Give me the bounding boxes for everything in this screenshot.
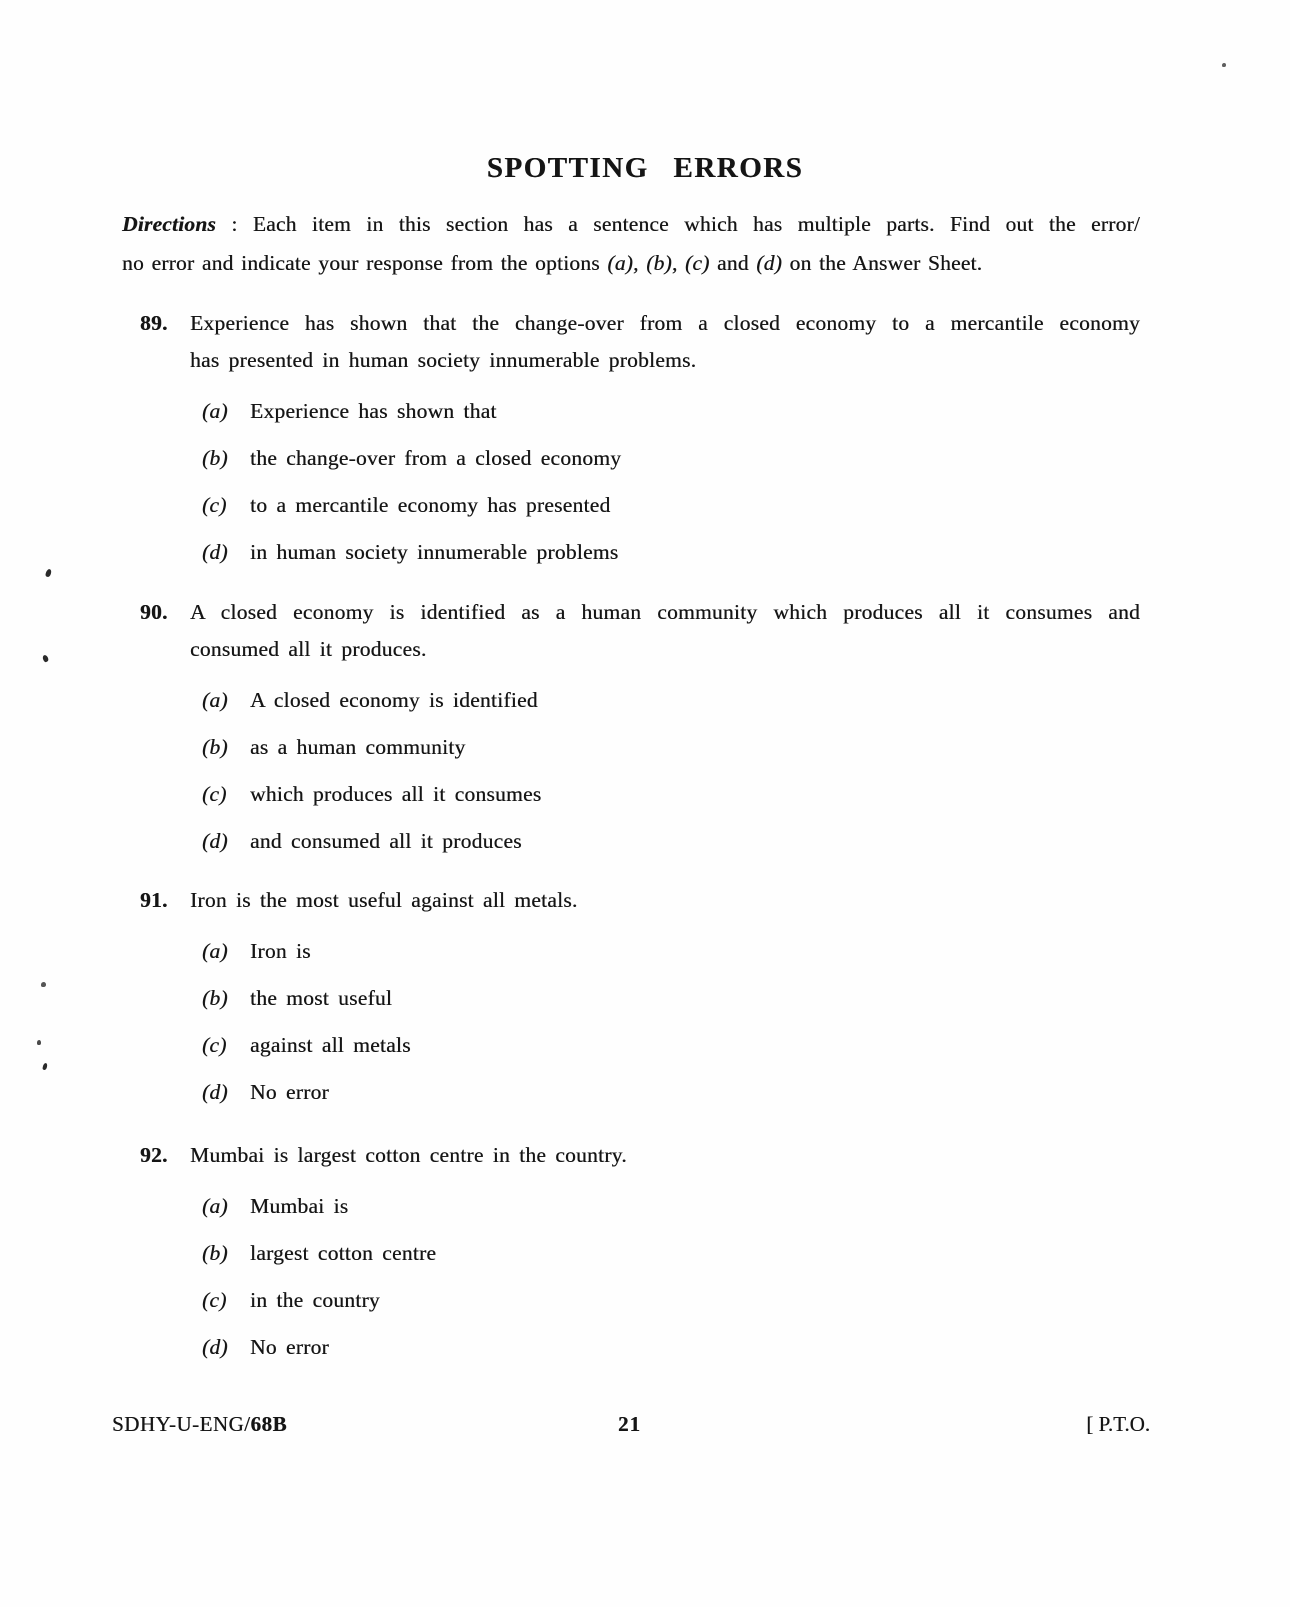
question-90 bbox=[140, 594, 1140, 855]
pto-marker: [ P.T.O. bbox=[1086, 1412, 1150, 1436]
option-text: Iron is bbox=[250, 939, 311, 963]
option-label: (c) bbox=[202, 1288, 227, 1312]
option-b bbox=[202, 444, 1140, 472]
option-ref-d: (d) bbox=[756, 251, 782, 275]
options-list bbox=[202, 668, 1140, 855]
directions-text-2: no error and indicate your response from the options bbox=[122, 251, 608, 275]
question-89 bbox=[140, 305, 1140, 566]
stem-line: Experience has shown that the change-over from a closed economy to a mercantile economy bbox=[190, 311, 1140, 335]
question-head bbox=[140, 1137, 1140, 1174]
question-number: 90. bbox=[140, 600, 168, 624]
option-label: (a) bbox=[202, 688, 228, 712]
page-number: 21 bbox=[618, 1412, 641, 1436]
option-label: (d) bbox=[202, 1335, 228, 1359]
option-a bbox=[202, 397, 1140, 425]
option-label: (a) bbox=[202, 939, 228, 963]
booklet-code-prefix: SDHY-U-ENG/ bbox=[112, 1412, 251, 1436]
question-head bbox=[140, 594, 1140, 668]
option-label: (b) bbox=[202, 1241, 228, 1265]
question-92 bbox=[140, 1137, 1140, 1361]
scan-speckle bbox=[45, 568, 52, 577]
directions-and: and bbox=[709, 251, 757, 275]
option-d bbox=[202, 1078, 1140, 1106]
stem-line: A closed economy is identified as a human community which produces all it consumes and bbox=[190, 600, 1140, 624]
option-text: A closed economy is identified bbox=[250, 688, 538, 712]
option-text: largest cotton centre bbox=[250, 1241, 437, 1265]
option-d bbox=[202, 538, 1140, 566]
option-text: and consumed all it produces bbox=[250, 829, 522, 853]
directions-text-3: on the Answer Sheet. bbox=[781, 251, 983, 275]
question-number: 92. bbox=[140, 1143, 168, 1167]
option-label: (d) bbox=[202, 829, 228, 853]
option-text: which produces all it consumes bbox=[250, 782, 542, 806]
option-text: Mumbai is bbox=[250, 1194, 349, 1218]
option-b bbox=[202, 984, 1140, 1012]
scan-speckle bbox=[1222, 63, 1226, 67]
option-d bbox=[202, 1333, 1140, 1361]
option-text: the change-over from a closed economy bbox=[250, 446, 622, 470]
option-a bbox=[202, 937, 1140, 965]
page-title: SPOTTING ERRORS bbox=[486, 152, 804, 184]
option-d bbox=[202, 827, 1140, 855]
option-text: in human society innumerable problems bbox=[250, 540, 619, 564]
options-list bbox=[202, 919, 1140, 1106]
question-number: 91. bbox=[140, 888, 168, 912]
question-number: 89. bbox=[140, 311, 168, 335]
option-c bbox=[202, 1031, 1140, 1059]
scan-speckle bbox=[41, 982, 46, 987]
question-91 bbox=[140, 882, 1140, 1106]
option-label: (c) bbox=[202, 493, 227, 517]
stem-line: has presented in human society innumerable problems. bbox=[190, 348, 697, 372]
options-list bbox=[202, 1174, 1140, 1361]
option-c bbox=[202, 491, 1140, 519]
question-stem bbox=[190, 1137, 1140, 1174]
option-ref-b: (b), bbox=[646, 251, 686, 275]
question-head bbox=[140, 882, 1140, 919]
option-text: to a mercantile economy has presented bbox=[250, 493, 611, 517]
booklet-code-series: 68B bbox=[250, 1412, 288, 1436]
option-text: Experience has shown that bbox=[250, 399, 497, 423]
question-stem bbox=[190, 594, 1140, 668]
options-list bbox=[202, 379, 1140, 566]
directions-line-2 bbox=[122, 244, 1140, 283]
option-text: the most useful bbox=[250, 986, 393, 1010]
option-label: (b) bbox=[202, 986, 228, 1010]
option-c bbox=[202, 780, 1140, 808]
stem-line: Mumbai is largest cotton centre in the country. bbox=[190, 1143, 627, 1167]
option-label: (c) bbox=[202, 1033, 227, 1057]
stem-line: consumed all it produces. bbox=[190, 637, 427, 661]
option-ref-a: (a), bbox=[607, 251, 647, 275]
option-b bbox=[202, 733, 1140, 761]
scan-speckle bbox=[42, 1063, 48, 1071]
question-head bbox=[140, 305, 1140, 379]
option-text: No error bbox=[250, 1335, 329, 1359]
question-stem bbox=[190, 305, 1140, 379]
option-text: against all metals bbox=[250, 1033, 411, 1057]
option-label: (a) bbox=[202, 399, 228, 423]
option-label: (b) bbox=[202, 446, 228, 470]
option-a bbox=[202, 1192, 1140, 1220]
booklet-code bbox=[112, 1410, 287, 1438]
directions-label: Directions bbox=[122, 212, 216, 236]
option-c bbox=[202, 1286, 1140, 1314]
option-ref-c: (c) bbox=[685, 251, 710, 275]
option-text: No error bbox=[250, 1080, 329, 1104]
option-label: (d) bbox=[202, 1080, 228, 1104]
option-label: (c) bbox=[202, 782, 227, 806]
directions-line-1 bbox=[122, 205, 1140, 244]
directions-colon: : bbox=[215, 212, 253, 236]
option-label: (a) bbox=[202, 1194, 228, 1218]
scan-speckle bbox=[37, 1040, 41, 1045]
option-text: in the country bbox=[250, 1288, 380, 1312]
option-label: (d) bbox=[202, 540, 228, 564]
option-text: as a human community bbox=[250, 735, 466, 759]
question-stem bbox=[190, 882, 1140, 919]
option-b bbox=[202, 1239, 1140, 1267]
scan-speckle bbox=[42, 654, 49, 662]
stem-line: Iron is the most useful against all metals. bbox=[190, 888, 578, 912]
option-label: (b) bbox=[202, 735, 228, 759]
option-a bbox=[202, 686, 1140, 714]
directions bbox=[122, 205, 1140, 283]
directions-text-1: Each item in this section has a sentence which has multiple parts. Find out the error/ bbox=[252, 212, 1140, 236]
